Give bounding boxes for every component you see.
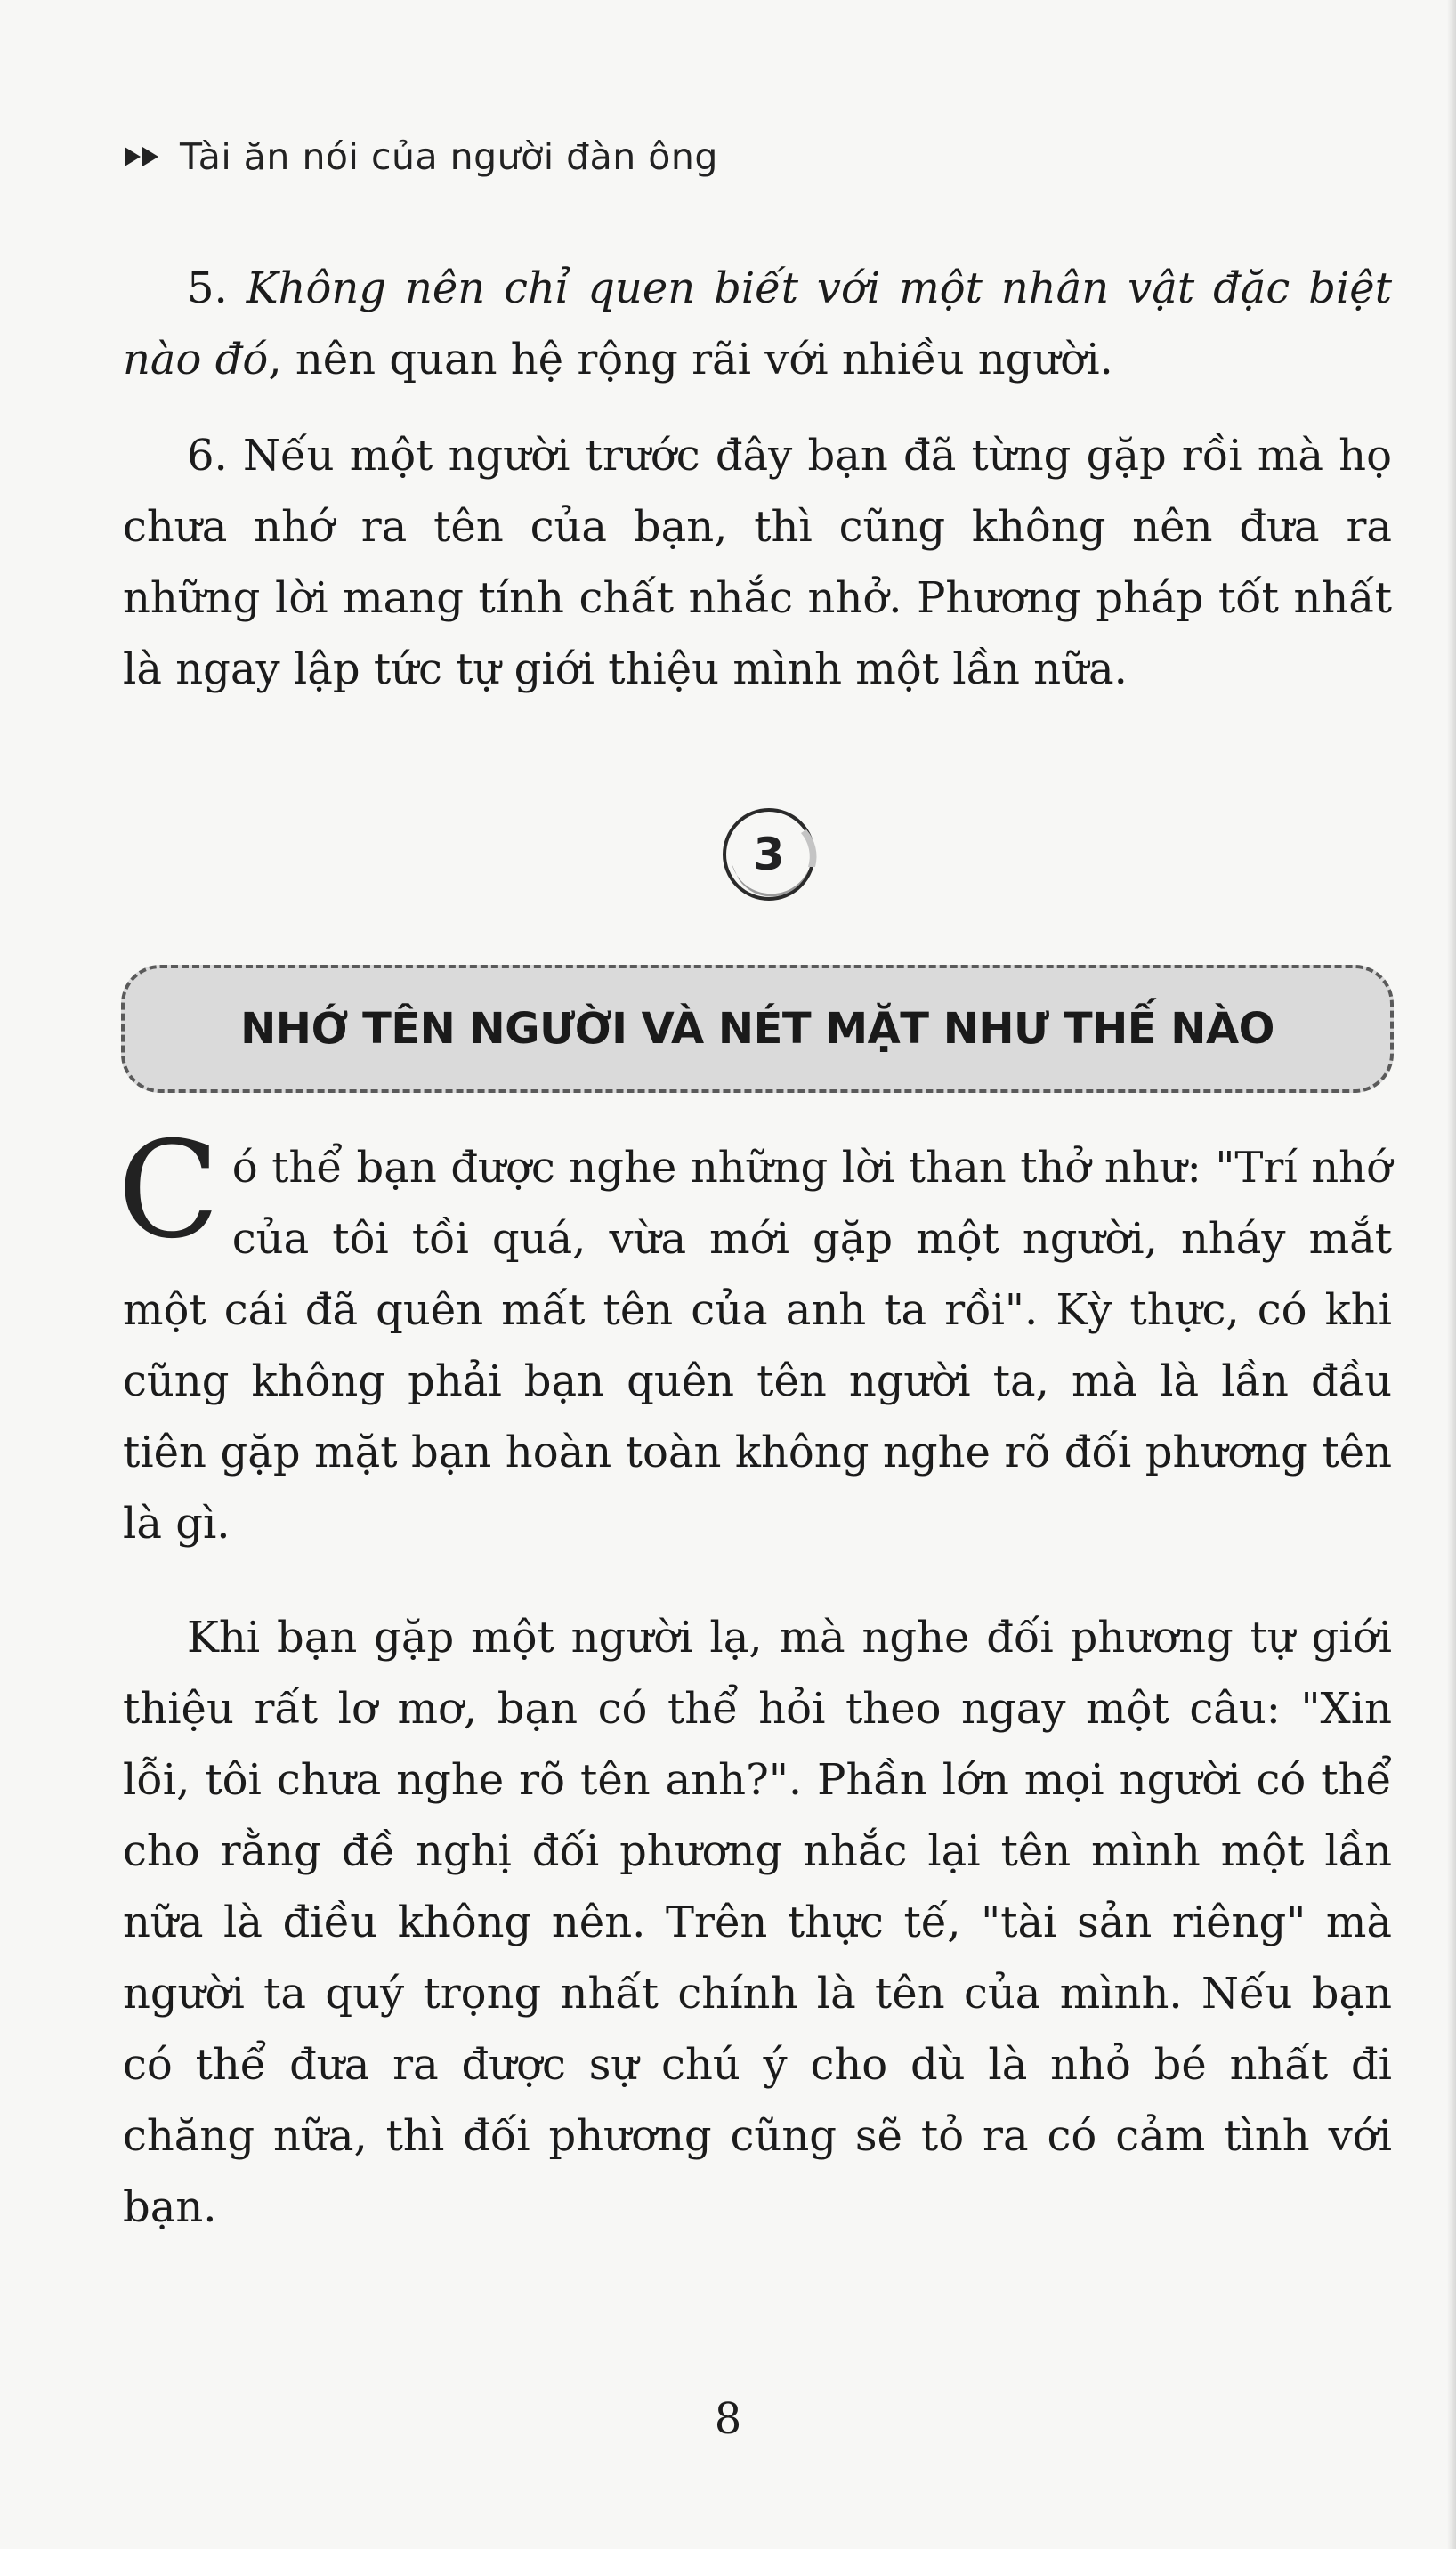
list-item-text: , nên quan hệ rộng rãi với nhiều người. [268,335,1113,384]
paragraph-text: ó thể bạn được nghe những lời than thở như: "Trí nhớ của tôi tồi quá, vừa mới gặp một người, nháy mắt một cái đã quên mất tên của anh ta rồi". Kỳ thực, có khi cũng không phải bạn quên tên người ta, mà là lần đầu tiên gặp mặt bạn hoàn toàn không nghe rõ đối phương tên là gì. [123,1143,1392,1549]
paragraph [123,1602,1392,2243]
list-item [123,420,1392,705]
page-edge-shadow [1447,0,1456,2549]
section-title-box [121,965,1394,1093]
paragraph-text: Khi bạn gặp một người lạ, mà nghe đối phương tự giới thiệu rất lơ mơ, bạn có thể hỏi theo ngay một câu: "Xin lỗi, tôi chưa nghe rõ tên anh?". Phần lớn mọi người có thể cho rằng đề nghị đối phương nhắc lại tên mình một lần nữa là điều không nên. Trên thực tế, "tài sản riêng" mà người ta quý trọng nhất chính là tên của mình. Nếu bạn có thể đưa ra được sự chú ý cho dù là nhỏ bé nhất đi chăng nữa, thì đối phương cũng sẽ tỏ ra có cảm tình với bạn. [123,1613,1392,2232]
list-item-number: 5. [187,263,228,313]
book-title: Tài ăn nói của người đàn ông [180,135,718,178]
list-item [123,253,1392,395]
double-chevron-right-icon [123,143,162,170]
list-item-number: 6. [187,431,228,481]
section-title: NHỚ TÊN NGƯỜI VÀ NÉT MẶT NHƯ THẾ NÀO [240,1004,1274,1054]
paragraph [117,1113,1392,1559]
section-number: 3 [753,829,785,880]
drop-cap: C [117,1113,220,1268]
running-header [123,135,718,178]
list-item-text: Nếu một người trước đây bạn đã từng gặp rồi mà họ chưa nhớ ra tên của bạn, thì cũng không nên đưa ra những lời mang tính chất nhắc nhở. Phương pháp tốt nhất là ngay lập tức tự giới thiệu mình một lần nữa. [123,431,1392,694]
list-item-emphasis: Không nên chỉ quen biết với một nhân vật đặc biệt nào đó [123,263,1392,384]
page-number: 8 [714,2394,742,2444]
section-number-badge [719,805,829,915]
